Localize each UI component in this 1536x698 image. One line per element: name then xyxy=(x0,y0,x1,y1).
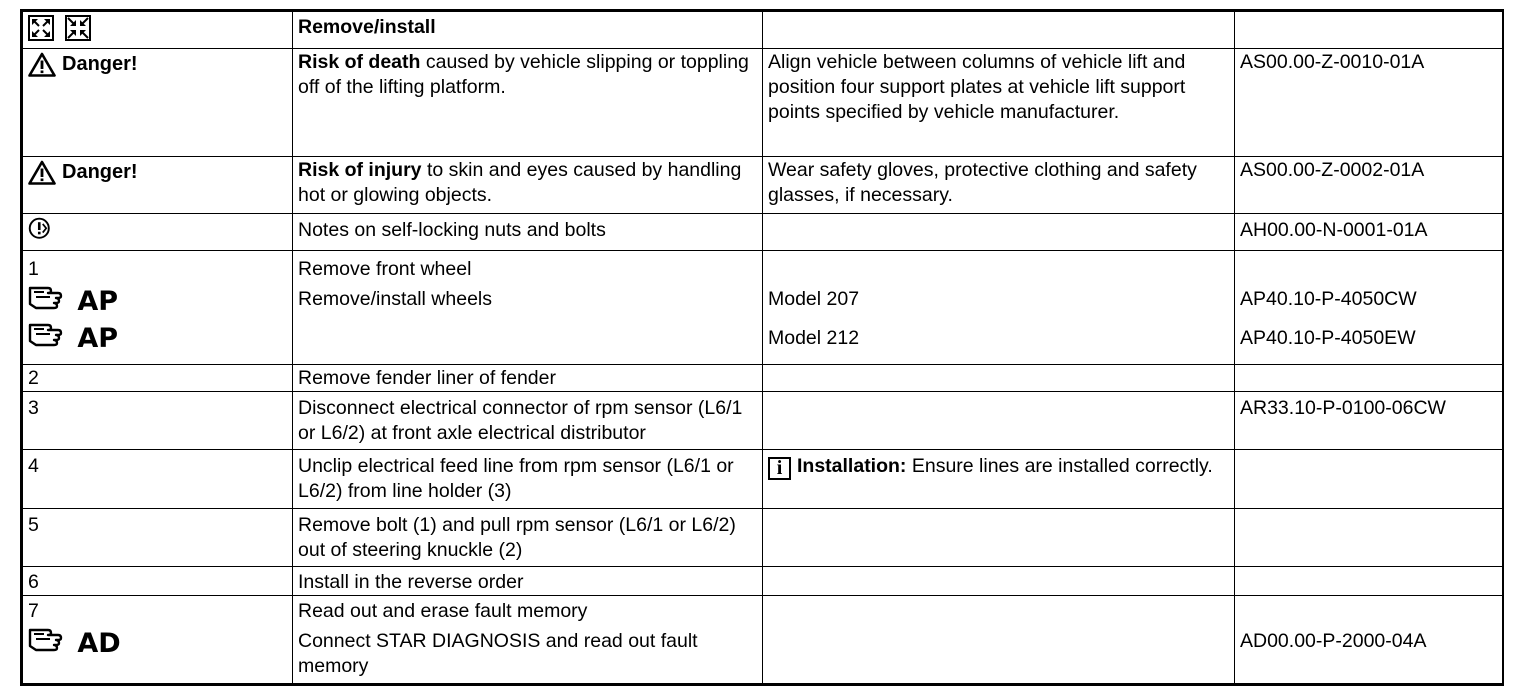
model-label: Model 212 xyxy=(768,327,860,349)
pointing-hand-icon xyxy=(28,282,68,310)
danger-row xyxy=(23,49,1503,157)
model-label: Model 207 xyxy=(768,288,860,310)
step-number: 5 xyxy=(23,509,293,567)
step-number: 7 xyxy=(28,600,39,622)
step-row xyxy=(23,596,1503,684)
installation-note: i Installation: Ensure lines are installed correctly. xyxy=(763,450,1235,509)
step-row xyxy=(23,567,1503,596)
step-row xyxy=(23,509,1503,567)
step-number: 3 xyxy=(23,392,293,450)
ap-reference-tag[interactable]: AP xyxy=(28,282,288,319)
document-reference[interactable]: AP40.10-P-4050EW xyxy=(1240,327,1416,349)
sub-step-text: Remove/install wheels xyxy=(298,288,493,310)
step-number: 1 xyxy=(28,258,39,280)
document-reference[interactable]: AH00.00-N-0001-01A xyxy=(1235,214,1503,251)
notes-row xyxy=(23,214,1503,251)
step-text: Unclip electrical feed line from rpm sensor (L6/1 or L6/2) from line holder (3) xyxy=(293,450,763,509)
warning-icon xyxy=(28,160,56,185)
step-text: Disconnect electrical connector of rpm sensor (L6/1 or L6/2) at front axle electrical distributor xyxy=(293,392,763,450)
step-text: Remove bolt (1) and pull rpm sensor (L6/1 or L6/2) out of steering knuckle (2) xyxy=(293,509,763,567)
document-reference[interactable]: AS00.00-Z-0010-01A xyxy=(1235,49,1503,157)
document-reference[interactable]: AS00.00-Z-0002-01A xyxy=(1235,157,1503,214)
pointing-hand-icon xyxy=(28,319,68,347)
danger-label: Danger! xyxy=(28,160,138,185)
header-row xyxy=(23,12,1503,49)
step-row xyxy=(23,392,1503,450)
step-text: Install in the reverse order xyxy=(293,567,763,596)
step-row xyxy=(23,251,1503,365)
ad-reference-tag[interactable]: AD xyxy=(28,624,288,661)
collapse-icon xyxy=(65,15,91,41)
hazard-description: Risk of death caused by vehicle slipping or toppling off of the lifting platform. xyxy=(293,49,763,157)
hazard-measure: Align vehicle between columns of vehicle lift and position four support plates at vehicle lift support points specified by vehicle manufacturer. xyxy=(763,49,1235,157)
warning-icon xyxy=(28,52,56,77)
document-reference[interactable]: AP40.10-P-4050CW xyxy=(1240,288,1417,310)
ap-reference-tag[interactable]: AP xyxy=(28,319,288,356)
step-number: 2 xyxy=(23,365,293,392)
sub-step-text: Connect STAR DIAGNOSIS and read out fault memory xyxy=(298,630,698,677)
info-icon: i xyxy=(768,457,791,480)
step-number: 6 xyxy=(23,567,293,596)
hazard-measure: Wear safety gloves, protective clothing and safety glasses, if necessary. xyxy=(763,157,1235,214)
document-reference[interactable]: AD00.00-P-2000-04A xyxy=(1240,630,1427,652)
step-text: Remove front wheel xyxy=(298,258,472,280)
note-text: Notes on self-locking nuts and bolts xyxy=(293,214,763,251)
note-icon xyxy=(28,217,54,243)
procedure-table xyxy=(20,9,1504,686)
document-reference[interactable]: AR33.10-P-0100-06CW xyxy=(1235,392,1503,450)
danger-label: Danger! xyxy=(28,52,138,77)
header-title: Remove/install xyxy=(293,12,763,49)
step-number: 4 xyxy=(23,450,293,509)
step-text: Remove fender liner of fender xyxy=(293,365,763,392)
hazard-description: Risk of injury to skin and eyes caused by handling hot or glowing objects. xyxy=(293,157,763,214)
step-text: Read out and erase fault memory xyxy=(298,600,588,622)
step-row xyxy=(23,450,1503,509)
expand-icon xyxy=(28,15,54,41)
pointing-hand-icon xyxy=(28,624,68,652)
step-row xyxy=(23,365,1503,392)
danger-row xyxy=(23,157,1503,214)
header-symbols xyxy=(23,12,293,49)
